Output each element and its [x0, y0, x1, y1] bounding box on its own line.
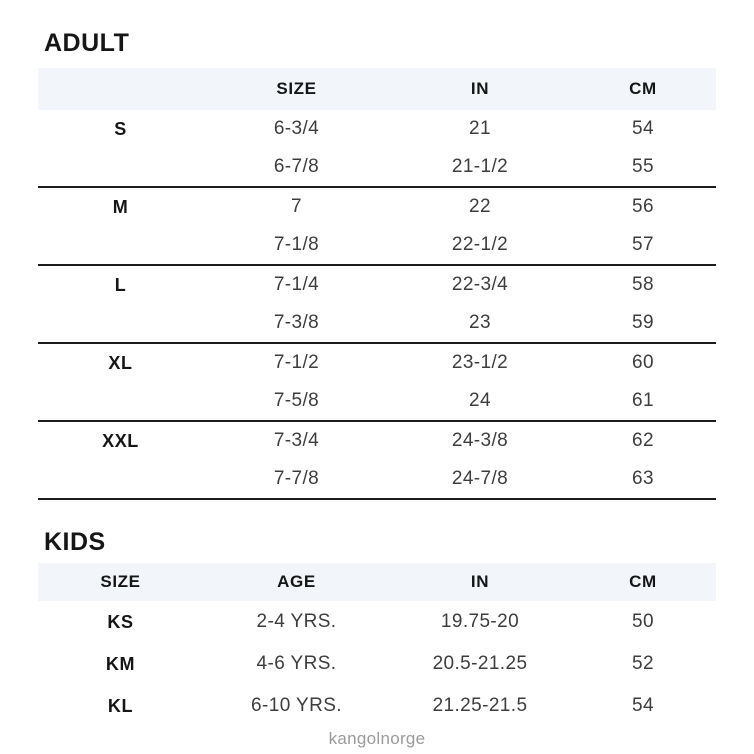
adult-header-in: IN — [470, 79, 490, 98]
cm-value: 50 — [632, 611, 654, 632]
size-group-label: XXL — [102, 430, 139, 451]
kids-header-in: IN — [470, 572, 490, 591]
kids-size-label: KL — [107, 695, 134, 716]
kids-header-age: AGE — [277, 572, 316, 591]
kids-header-cm: CM — [629, 572, 657, 591]
cm-value: 60 — [632, 352, 654, 373]
table-row — [38, 266, 716, 304]
adult-header-cm: CM — [629, 79, 657, 98]
inches-value: 21 — [469, 118, 491, 139]
table-row — [38, 643, 716, 685]
size-group-label: XL — [108, 352, 133, 373]
age-value: 6-10 YRS. — [251, 695, 342, 716]
inches-value: 22 — [469, 196, 491, 217]
kids-header-size: SIZE — [100, 572, 141, 591]
adult-table-header — [38, 68, 716, 110]
hat-size-value: 7-3/8 — [273, 312, 320, 333]
cm-value: 61 — [632, 390, 654, 411]
adult-group-l — [38, 266, 716, 344]
kids-size-label: KM — [105, 653, 136, 674]
cm-value: 54 — [632, 118, 654, 139]
table-row — [38, 382, 716, 420]
hat-size-value: 7-5/8 — [273, 390, 320, 411]
cm-value: 55 — [632, 156, 654, 177]
cm-value: 62 — [632, 430, 654, 451]
table-row — [38, 422, 716, 460]
adult-section-title: ADULT — [44, 29, 130, 57]
kids-section-title: KIDS — [44, 528, 106, 556]
hat-size-value: 6-7/8 — [273, 156, 320, 177]
cm-value: 63 — [632, 468, 654, 489]
inches-value: 22-1/2 — [451, 234, 509, 255]
hat-size-value: 7-1/4 — [273, 274, 320, 295]
cm-value: 54 — [632, 695, 654, 716]
cm-value: 57 — [632, 234, 654, 255]
table-row — [38, 110, 716, 148]
kids-table-header — [38, 563, 716, 601]
table-row — [38, 226, 716, 264]
hat-size-value: 7-3/4 — [273, 430, 320, 451]
size-group-label: L — [114, 274, 127, 295]
inches-value: 23 — [469, 312, 491, 333]
inches-value: 24-3/8 — [451, 430, 509, 451]
inches-value: 23-1/2 — [451, 352, 509, 373]
table-row — [38, 344, 716, 382]
hat-size-value: 7-7/8 — [273, 468, 320, 489]
adult-group-xl — [38, 344, 716, 422]
table-row — [38, 304, 716, 342]
inches-value: 24-7/8 — [451, 468, 509, 489]
table-row — [38, 460, 716, 498]
kids-size-table — [38, 563, 716, 727]
adult-group-xxl — [38, 422, 716, 500]
adult-group-s — [38, 110, 716, 188]
table-row — [38, 601, 716, 643]
inches-value: 19.75-20 — [440, 611, 520, 632]
inches-value: 21.25-21.5 — [432, 695, 528, 716]
inches-value: 24 — [469, 390, 491, 411]
inches-value: 20.5-21.25 — [432, 653, 528, 674]
table-row — [38, 188, 716, 226]
cm-value: 56 — [632, 196, 654, 217]
size-group-label: M — [112, 196, 129, 217]
adult-group-m — [38, 188, 716, 266]
cm-value: 59 — [632, 312, 654, 333]
cm-value: 58 — [632, 274, 654, 295]
adult-size-table — [38, 68, 716, 500]
table-row — [38, 148, 716, 186]
age-value: 4-6 YRS. — [256, 653, 337, 674]
brand-watermark: kangolnorge — [328, 729, 426, 748]
adult-header-size: SIZE — [276, 79, 317, 98]
table-row — [38, 685, 716, 727]
kids-size-label: KS — [107, 611, 134, 632]
hat-size-value: 7 — [291, 196, 302, 217]
age-value: 2-4 YRS. — [256, 611, 337, 632]
cm-value: 52 — [632, 653, 654, 674]
inches-value: 21-1/2 — [451, 156, 509, 177]
inches-value: 22-3/4 — [451, 274, 509, 295]
hat-size-value: 7-1/2 — [273, 352, 320, 373]
hat-size-value: 6-3/4 — [273, 118, 320, 139]
size-group-label: S — [114, 118, 127, 139]
hat-size-value: 7-1/8 — [273, 234, 320, 255]
